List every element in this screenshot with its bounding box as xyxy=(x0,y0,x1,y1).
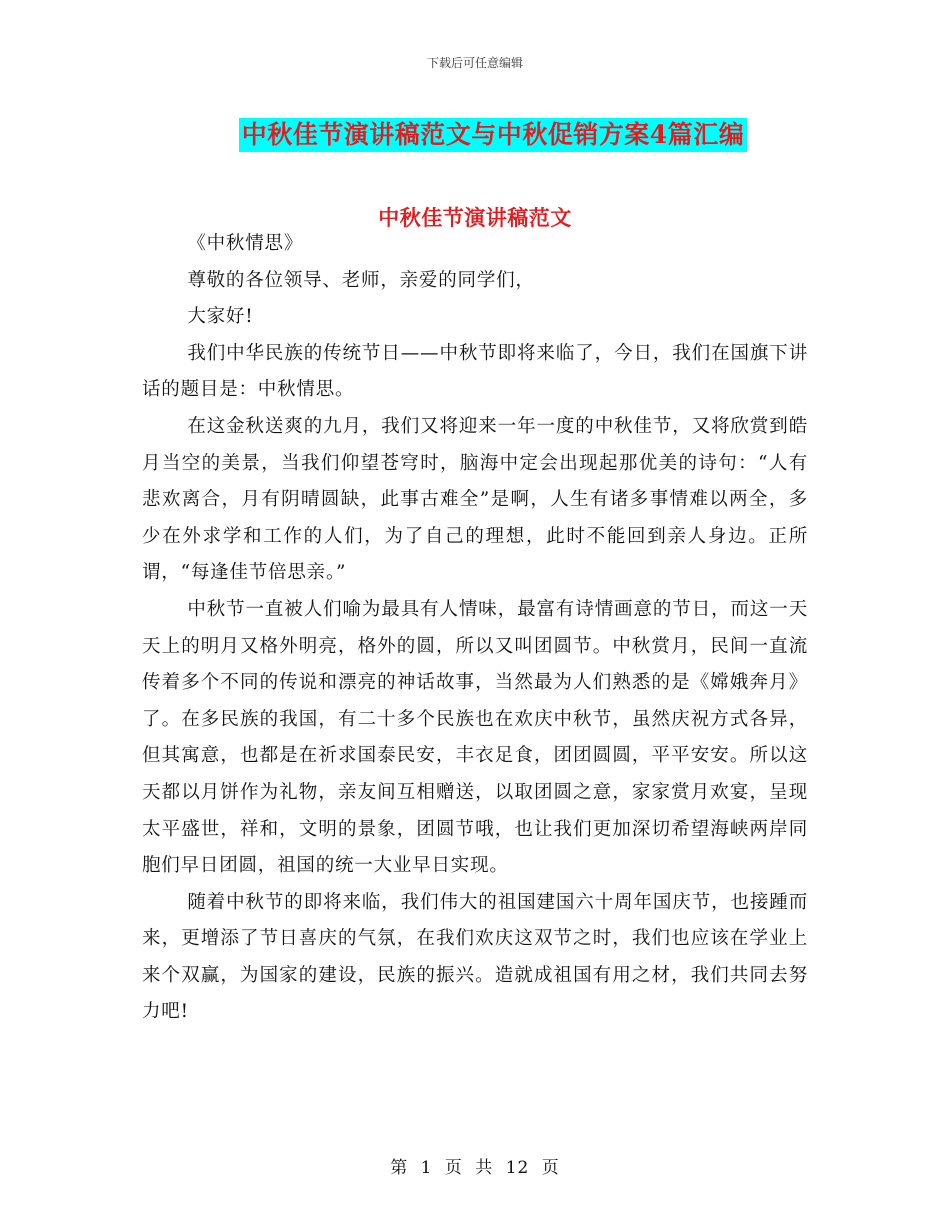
header-note: 下载后可任意编辑 xyxy=(426,56,523,70)
page-word: 页 xyxy=(444,1158,463,1178)
page-suffix: 页 xyxy=(541,1158,560,1178)
body-paragraph: 中秋节一直被人们喻为最具有人情味，最富有诗情画意的节日，而这一天天上的明月又格外明亮，格外的圆，所以又叫团圆节。中秋赏月，民间一直流传着多个不同的传说和漂亮的神话故事，当然最为人们熟悉的是《嫦娥奔月》了。在多民族的我国，有二十多个民族也在欢庆中秋节，虽然庆祝方式各异，但其寓意，也都是在祈求国泰民安，丰衣足食，团团圆圆，平平安安。所以这天都以月饼作为礼物，亲友间互相赠送，以取团圆之意，家家赏月欢宴，呈现太平盛世，祥和，文明的景象，团圆节哦，也让我们更加深切希望海峡两岸同胞们早日团圆，祖国的统一大业早日实现。 xyxy=(142,598,808,877)
total-prefix: 共 xyxy=(475,1158,494,1178)
body-paragraph: 随着中秋节的即将来临，我们伟大的祖国建国六十周年国庆节，也接踵而来，更增添了节日喜庆的气氛，在我们欢庆这双节之时，我们也应该在学业上来个双赢，为国家的建设，民族的振兴。造就成祖国有用之材，我们共同去努力吧! xyxy=(142,891,808,1023)
page-prefix: 第 xyxy=(390,1158,409,1178)
body-paragraph: 大家好! xyxy=(187,306,254,328)
body-paragraph: 我们中华民族的传统节日——中秋节即将来临了，今日，我们在国旗下讲话的题目是：中秋情思。 xyxy=(142,342,808,401)
current-page-number: 1 xyxy=(420,1158,433,1178)
section-title: 中秋佳节演讲稿范文 xyxy=(378,205,572,230)
main-title-text: 中秋佳节演讲稿范文与中秋促销方案4篇汇编 xyxy=(239,118,747,152)
body-text xyxy=(142,226,808,1031)
body-paragraph: 在这金秋送爽的九月，我们又将迎来一年一度的中秋佳节，又将欣赏到皓月当空的美景，当我们仰望苍穹时，脑海中定会出现起那优美的诗句：“人有悲欢离合，月有阴晴圆缺，此事古难全”是啊，人生有诸多事情难以两全，多少在外求学和工作的人们，为了自己的理想，此时不能回到亲人身边。正所谓，“每逢佳节倍思亲。” xyxy=(142,415,808,584)
body-paragraph: 《中秋情思》 xyxy=(187,233,304,254)
page-footer xyxy=(0,1153,950,1178)
main-title xyxy=(0,113,950,152)
body-paragraph: 尊敬的各位领导、老师，亲爱的同学们， xyxy=(187,269,535,291)
total-pages-number: 12 xyxy=(505,1158,530,1178)
